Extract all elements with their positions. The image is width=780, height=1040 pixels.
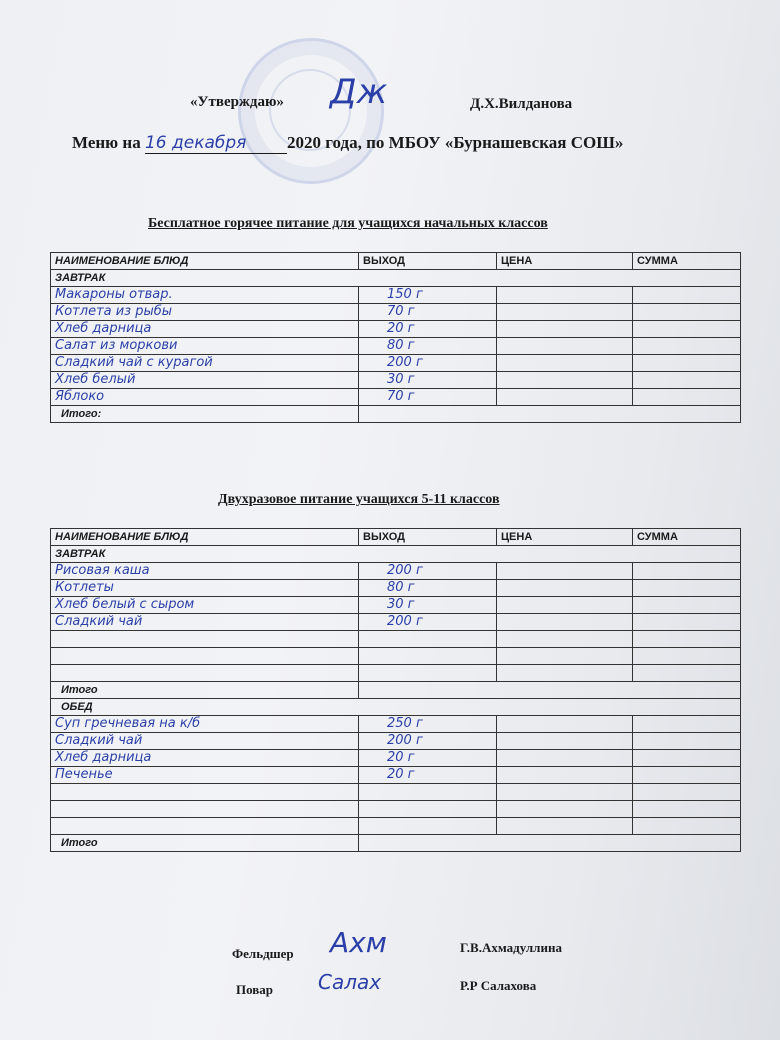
dish-output bbox=[359, 818, 497, 835]
dish-output: 70 г bbox=[359, 389, 497, 406]
dish-name bbox=[51, 784, 359, 801]
dish-sum bbox=[633, 355, 741, 372]
lunch-total-label: Итого bbox=[51, 835, 359, 852]
dish-output: 200 г bbox=[359, 355, 497, 372]
total-label: Итого: bbox=[51, 406, 359, 423]
dish-sum bbox=[633, 304, 741, 321]
dish-sum bbox=[633, 614, 741, 631]
dish-output bbox=[359, 631, 497, 648]
dish-price bbox=[497, 287, 633, 304]
table-row bbox=[51, 304, 741, 321]
dish-sum bbox=[633, 563, 741, 580]
table-row bbox=[51, 287, 741, 304]
dish-price bbox=[497, 665, 633, 682]
table-row bbox=[51, 665, 741, 682]
dish-sum bbox=[633, 665, 741, 682]
director-name: Д.Х.Вилданова bbox=[470, 96, 573, 112]
dish-name: Сладкий чай bbox=[51, 733, 359, 750]
table-row bbox=[51, 767, 741, 784]
dish-output: 30 г bbox=[359, 372, 497, 389]
table-row bbox=[51, 321, 741, 338]
dish-name bbox=[51, 801, 359, 818]
menu-prefix: Меню на bbox=[72, 133, 141, 152]
dish-sum bbox=[633, 767, 741, 784]
dish-name: Макароны отвар. bbox=[51, 287, 359, 304]
table-row bbox=[51, 631, 741, 648]
medic-signature: Ахм bbox=[330, 926, 387, 959]
dish-sum bbox=[633, 287, 741, 304]
table-row bbox=[51, 372, 741, 389]
dish-output: 150 г bbox=[359, 287, 497, 304]
breakfast-label: ЗАВТРАК bbox=[51, 270, 741, 287]
dish-price bbox=[497, 563, 633, 580]
table-row bbox=[51, 580, 741, 597]
table-row bbox=[51, 338, 741, 355]
section2-table bbox=[50, 528, 741, 852]
dish-sum bbox=[633, 733, 741, 750]
total-value bbox=[359, 406, 741, 423]
meal-label-row bbox=[51, 270, 741, 287]
cook-name: Р.Р Салахова bbox=[460, 978, 537, 993]
dish-name: Суп гречневая на к/б bbox=[51, 716, 359, 733]
table-row bbox=[51, 597, 741, 614]
dish-sum bbox=[633, 372, 741, 389]
dish-name bbox=[51, 648, 359, 665]
lunch-total-value bbox=[359, 835, 741, 852]
dish-price bbox=[497, 767, 633, 784]
col-price-header: ЦЕНА bbox=[497, 529, 633, 546]
dish-sum bbox=[633, 631, 741, 648]
dish-sum bbox=[633, 818, 741, 835]
col-price-header: ЦЕНА bbox=[497, 253, 633, 270]
lunch-label: ОБЕД bbox=[51, 699, 741, 716]
col-output-header: ВЫХОД bbox=[359, 529, 497, 546]
table-row bbox=[51, 801, 741, 818]
breakfast-total-label: Итого bbox=[51, 682, 359, 699]
table-row bbox=[51, 750, 741, 767]
dish-output: 20 г bbox=[359, 321, 497, 338]
dish-price bbox=[497, 750, 633, 767]
dish-output: 30 г bbox=[359, 597, 497, 614]
dish-output: 200 г bbox=[359, 563, 497, 580]
dish-name bbox=[51, 818, 359, 835]
total-row bbox=[51, 682, 741, 699]
dish-name: Котлета из рыбы bbox=[51, 304, 359, 321]
cook-signature: Салах bbox=[318, 970, 382, 994]
dish-output bbox=[359, 784, 497, 801]
dish-price bbox=[497, 321, 633, 338]
dish-name: Хлеб белый bbox=[51, 372, 359, 389]
dish-price bbox=[497, 372, 633, 389]
table-row bbox=[51, 355, 741, 372]
dish-output: 70 г bbox=[359, 304, 497, 321]
dish-price bbox=[497, 716, 633, 733]
medic-name: Г.В.Ахмадуллина bbox=[460, 940, 562, 955]
table-header-row bbox=[51, 253, 741, 270]
menu-date: 16 декабря bbox=[145, 133, 287, 154]
dish-price bbox=[497, 648, 633, 665]
dish-price bbox=[497, 355, 633, 372]
cook-label: Повар bbox=[236, 982, 274, 997]
medic-label: Фельдшер bbox=[232, 946, 294, 961]
dish-output: 80 г bbox=[359, 338, 497, 355]
col-dish-header: НАИМЕНОВАНИЕ БЛЮД bbox=[51, 529, 359, 546]
dish-output: 20 г bbox=[359, 750, 497, 767]
table-row bbox=[51, 716, 741, 733]
section1-title: Бесплатное горячее питание для учащихся начальных классов bbox=[148, 216, 548, 231]
section2-title: Двухразовое питание учащихся 5-11 классов bbox=[218, 492, 500, 507]
dish-name: Яблоко bbox=[51, 389, 359, 406]
total-row bbox=[51, 835, 741, 852]
dish-output: 200 г bbox=[359, 733, 497, 750]
dish-sum bbox=[633, 716, 741, 733]
dish-price bbox=[497, 801, 633, 818]
table-row bbox=[51, 648, 741, 665]
dish-sum bbox=[633, 597, 741, 614]
table-row bbox=[51, 389, 741, 406]
dish-price bbox=[497, 304, 633, 321]
dish-price bbox=[497, 580, 633, 597]
dish-sum bbox=[633, 389, 741, 406]
table-row bbox=[51, 614, 741, 631]
meal-label-row bbox=[51, 699, 741, 716]
dish-sum bbox=[633, 750, 741, 767]
dish-name bbox=[51, 631, 359, 648]
dish-price bbox=[497, 389, 633, 406]
breakfast-label: ЗАВТРАК bbox=[51, 546, 741, 563]
meal-label-row bbox=[51, 546, 741, 563]
col-dish-header: НАИМЕНОВАНИЕ БЛЮД bbox=[51, 253, 359, 270]
table-row bbox=[51, 733, 741, 750]
dish-sum bbox=[633, 338, 741, 355]
dish-price bbox=[497, 784, 633, 801]
table-row bbox=[51, 784, 741, 801]
dish-sum bbox=[633, 801, 741, 818]
section1-table bbox=[50, 252, 741, 423]
col-output-header: ВЫХОД bbox=[359, 253, 497, 270]
menu-suffix: 2020 года, по МБОУ «Бурнашевская СОШ» bbox=[286, 133, 624, 152]
dish-name: Салат из моркови bbox=[51, 338, 359, 355]
dish-output: 20 г bbox=[359, 767, 497, 784]
approve-label: «Утверждаю» bbox=[190, 94, 284, 110]
dish-name: Печенье bbox=[51, 767, 359, 784]
dish-sum bbox=[633, 580, 741, 597]
dish-output: 250 г bbox=[359, 716, 497, 733]
dish-output bbox=[359, 665, 497, 682]
dish-price bbox=[497, 733, 633, 750]
dish-sum bbox=[633, 648, 741, 665]
dish-output: 80 г bbox=[359, 580, 497, 597]
dish-name: Сладкий чай с курагой bbox=[51, 355, 359, 372]
dish-name: Хлеб дарница bbox=[51, 750, 359, 767]
dish-name: Сладкий чай bbox=[51, 614, 359, 631]
dish-price bbox=[497, 338, 633, 355]
dish-price bbox=[497, 631, 633, 648]
dish-name: Хлеб дарница bbox=[51, 321, 359, 338]
dish-sum bbox=[633, 784, 741, 801]
dish-price bbox=[497, 818, 633, 835]
table-row bbox=[51, 818, 741, 835]
dish-name: Котлеты bbox=[51, 580, 359, 597]
dish-price bbox=[497, 597, 633, 614]
dish-name: Рисовая каша bbox=[51, 563, 359, 580]
table-header-row bbox=[51, 529, 741, 546]
table-row bbox=[51, 563, 741, 580]
dish-name bbox=[51, 665, 359, 682]
dish-output bbox=[359, 648, 497, 665]
col-sum-header: СУММА bbox=[633, 529, 741, 546]
breakfast-total-value bbox=[359, 682, 741, 699]
col-sum-header: СУММА bbox=[633, 253, 741, 270]
dish-name: Хлеб белый с сыром bbox=[51, 597, 359, 614]
menu-title-line bbox=[72, 133, 623, 154]
dish-output: 200 г bbox=[359, 614, 497, 631]
director-signature: Дж bbox=[330, 72, 388, 112]
total-row bbox=[51, 406, 741, 423]
dish-sum bbox=[633, 321, 741, 338]
dish-output bbox=[359, 801, 497, 818]
dish-price bbox=[497, 614, 633, 631]
